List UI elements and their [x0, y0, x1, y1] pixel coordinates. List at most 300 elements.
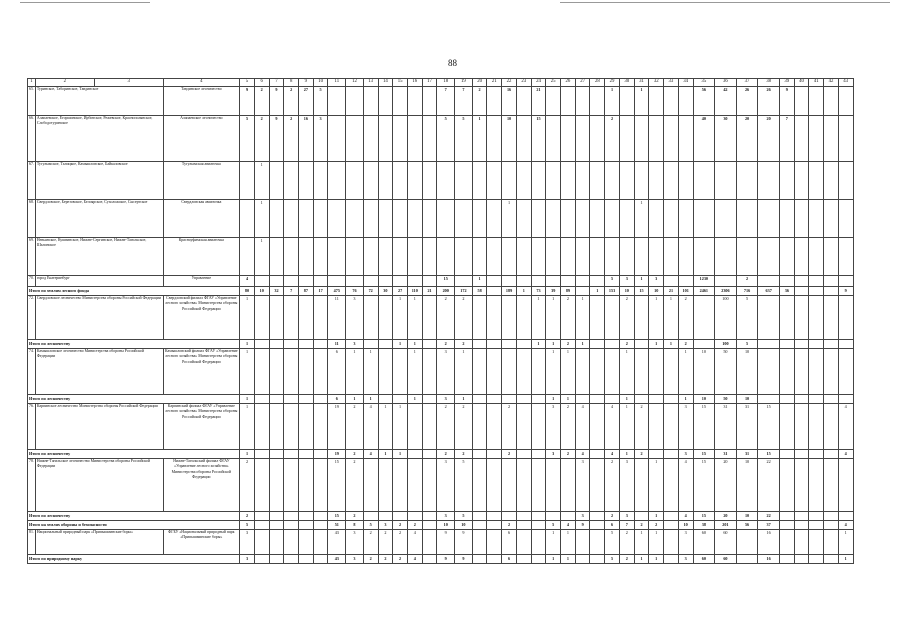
- value-cell: [502, 340, 517, 349]
- value-cell: [487, 296, 502, 340]
- value-cell: 3: [546, 404, 561, 450]
- value-cell: 1: [363, 349, 378, 395]
- value-cell: 2: [561, 404, 576, 450]
- value-cell: [254, 512, 269, 521]
- value-cell: [531, 276, 546, 287]
- value-cell: [619, 87, 634, 116]
- value-cell: 5: [240, 521, 255, 530]
- value-cell: [328, 116, 346, 162]
- value-cell: 73: [531, 287, 546, 296]
- value-cell: 1: [664, 340, 679, 349]
- value-cell: [664, 521, 679, 530]
- value-cell: [422, 555, 437, 564]
- table-row: [28, 404, 854, 450]
- value-cell: [546, 459, 561, 512]
- value-cell: [378, 340, 393, 349]
- value-cell: [487, 512, 502, 521]
- value-cell: [546, 238, 561, 276]
- organization-cell: Камышловский филиал ФГАУ «Управление лесного хозяйства» Министерства обороны Российской Федерации: [163, 349, 240, 395]
- value-cell: [779, 512, 794, 521]
- value-cell: [824, 287, 839, 296]
- value-cell: [269, 162, 284, 200]
- value-cell: [284, 521, 299, 530]
- value-cell: 2: [393, 521, 408, 530]
- value-cell: 9: [269, 116, 284, 162]
- value-cell: [502, 395, 517, 404]
- value-cell: [254, 555, 269, 564]
- value-cell: 2: [346, 459, 364, 512]
- value-cell: 60: [715, 555, 737, 564]
- value-cell: [531, 521, 546, 530]
- value-cell: [693, 340, 715, 349]
- value-cell: 15: [693, 459, 715, 512]
- value-cell: 50: [715, 395, 737, 404]
- value-cell: [269, 555, 284, 564]
- value-cell: [575, 200, 590, 238]
- value-cell: [779, 459, 794, 512]
- value-cell: [363, 87, 378, 116]
- value-cell: [407, 404, 422, 450]
- value-cell: 110: [407, 287, 422, 296]
- value-cell: [590, 276, 605, 287]
- value-cell: [809, 340, 824, 349]
- value-cell: 10: [736, 395, 758, 404]
- value-cell: [254, 450, 269, 459]
- value-cell: 1: [664, 296, 679, 340]
- value-cell: [269, 404, 284, 450]
- value-cell: [472, 450, 487, 459]
- value-cell: [838, 340, 853, 349]
- value-cell: 2: [437, 296, 455, 340]
- value-cell: [824, 404, 839, 450]
- header-cell: 29: [605, 79, 620, 87]
- value-cell: 1: [502, 200, 517, 238]
- value-cell: [664, 162, 679, 200]
- value-cell: [575, 276, 590, 287]
- value-cell: [516, 238, 531, 276]
- value-cell: [590, 238, 605, 276]
- value-cell: [619, 200, 634, 238]
- value-cell: 716: [736, 287, 758, 296]
- value-cell: [299, 349, 314, 395]
- value-cell: 2: [407, 521, 422, 530]
- value-cell: [590, 512, 605, 521]
- header-cell: 13: [363, 79, 378, 87]
- value-cell: [809, 459, 824, 512]
- value-cell: [794, 450, 809, 459]
- value-cell: [794, 459, 809, 512]
- value-cell: [487, 238, 502, 276]
- value-cell: [634, 296, 649, 340]
- value-cell: [794, 512, 809, 521]
- value-cell: 17: [313, 287, 328, 296]
- district-cell: Нижне-Тагильское лесничество Министерства обороны Российской Федерации: [35, 459, 163, 512]
- organization-cell: Нижне-Тагильский филиал ФГАУ «Управление лесного хозяйства» Министерства обороны Российской Федерации: [163, 459, 240, 512]
- value-cell: [393, 87, 408, 116]
- value-cell: [284, 555, 299, 564]
- value-cell: 1: [649, 555, 664, 564]
- value-cell: [779, 200, 794, 238]
- value-cell: [346, 87, 364, 116]
- value-cell: 31: [736, 450, 758, 459]
- top-rule-left: [20, 2, 150, 3]
- value-cell: [590, 521, 605, 530]
- total-row: [28, 521, 854, 530]
- value-cell: [299, 276, 314, 287]
- value-cell: [393, 116, 408, 162]
- value-cell: 8: [346, 521, 364, 530]
- total-label: Итого по землям лесного фонда: [28, 287, 240, 296]
- value-cell: 9: [240, 87, 255, 116]
- value-cell: [516, 459, 531, 512]
- value-cell: 10: [736, 512, 758, 521]
- organization-cell: Тавдинское лесничество: [163, 87, 240, 116]
- value-cell: [378, 395, 393, 404]
- value-cell: 5: [605, 530, 620, 555]
- value-cell: 15: [693, 512, 715, 521]
- value-cell: [531, 395, 546, 404]
- value-cell: [838, 116, 853, 162]
- value-cell: 2: [619, 296, 634, 340]
- value-cell: 3: [437, 512, 455, 521]
- value-cell: 5: [363, 521, 378, 530]
- value-cell: 1: [393, 296, 408, 340]
- value-cell: [313, 349, 328, 395]
- value-cell: 2: [649, 521, 664, 530]
- value-cell: 2: [605, 512, 620, 521]
- value-cell: [299, 162, 314, 200]
- value-cell: 2: [254, 116, 269, 162]
- value-cell: 7: [455, 87, 473, 116]
- value-cell: 3: [346, 530, 364, 555]
- value-cell: 10: [619, 287, 634, 296]
- header-cell: 5: [240, 79, 255, 87]
- row-number: 70.: [28, 276, 36, 287]
- value-cell: [422, 395, 437, 404]
- value-cell: [407, 512, 422, 521]
- value-cell: [472, 459, 487, 512]
- row-number: 65.: [28, 87, 36, 116]
- value-cell: 80: [240, 287, 255, 296]
- value-cell: [575, 287, 590, 296]
- value-cell: [313, 296, 328, 340]
- value-cell: [455, 162, 473, 200]
- value-cell: [487, 349, 502, 395]
- value-cell: [546, 200, 561, 238]
- value-cell: 10: [649, 287, 664, 296]
- value-cell: [561, 87, 576, 116]
- value-cell: 30: [378, 287, 393, 296]
- value-cell: 19: [328, 404, 346, 450]
- total-row: [28, 555, 854, 564]
- value-cell: 1: [240, 450, 255, 459]
- value-cell: [407, 276, 422, 287]
- value-cell: [605, 238, 620, 276]
- value-cell: 2: [455, 404, 473, 450]
- value-cell: 10: [455, 521, 473, 530]
- value-cell: 20: [758, 116, 780, 162]
- value-cell: 1: [378, 404, 393, 450]
- value-cell: [809, 116, 824, 162]
- header-cell: 24: [531, 79, 546, 87]
- value-cell: [779, 162, 794, 200]
- value-cell: [779, 238, 794, 276]
- value-cell: [313, 530, 328, 555]
- value-cell: 3: [619, 512, 634, 521]
- value-cell: 6: [502, 530, 517, 555]
- total-label: Итого по лесничеству: [28, 395, 240, 404]
- value-cell: 4: [838, 521, 853, 530]
- value-cell: [378, 200, 393, 238]
- value-cell: [284, 404, 299, 450]
- value-cell: [363, 296, 378, 340]
- page-number: 88: [448, 58, 457, 68]
- table-row: [28, 296, 854, 340]
- value-cell: 1: [407, 296, 422, 340]
- value-cell: 1: [634, 276, 649, 287]
- value-cell: 16: [758, 530, 780, 555]
- value-cell: [516, 395, 531, 404]
- value-cell: 201: [715, 521, 737, 530]
- value-cell: [393, 395, 408, 404]
- value-cell: [407, 200, 422, 238]
- header-cell: 9: [299, 79, 314, 87]
- value-cell: [605, 162, 620, 200]
- value-cell: [487, 287, 502, 296]
- value-cell: [809, 555, 824, 564]
- value-cell: [664, 238, 679, 276]
- value-cell: 16: [299, 116, 314, 162]
- total-label: Итого на землях обороны и безопасности: [28, 521, 240, 530]
- value-cell: 2: [346, 450, 364, 459]
- value-cell: [575, 116, 590, 162]
- value-cell: [455, 200, 473, 238]
- value-cell: [328, 276, 346, 287]
- value-cell: [605, 349, 620, 395]
- value-cell: 1: [393, 340, 408, 349]
- header-cell: 32: [649, 79, 664, 87]
- value-cell: [809, 530, 824, 555]
- value-cell: 1: [546, 555, 561, 564]
- value-cell: [634, 116, 649, 162]
- value-cell: [299, 521, 314, 530]
- value-cell: 5: [313, 87, 328, 116]
- value-cell: 2: [240, 512, 255, 521]
- value-cell: 27: [393, 287, 408, 296]
- value-cell: 9: [437, 555, 455, 564]
- value-cell: 10: [437, 521, 455, 530]
- value-cell: [779, 404, 794, 450]
- organization-cell: Управление: [163, 276, 240, 287]
- value-cell: [269, 200, 284, 238]
- value-cell: [240, 200, 255, 238]
- value-cell: [649, 450, 664, 459]
- value-cell: [407, 450, 422, 459]
- value-cell: 5: [605, 555, 620, 564]
- organization-cell: Красноуфимская авиаточка: [163, 238, 240, 276]
- value-cell: [824, 296, 839, 340]
- value-cell: 15: [437, 276, 455, 287]
- value-cell: 15: [693, 450, 715, 459]
- value-cell: 51: [328, 521, 346, 530]
- value-cell: [794, 296, 809, 340]
- row-number: 81.: [28, 530, 36, 555]
- value-cell: 3: [678, 404, 693, 450]
- value-cell: [284, 296, 299, 340]
- header-cell: 33: [664, 79, 679, 87]
- value-cell: [531, 404, 546, 450]
- value-cell: 2: [678, 296, 693, 340]
- value-cell: 4: [838, 404, 853, 450]
- value-cell: 2: [363, 530, 378, 555]
- value-cell: 1: [634, 87, 649, 116]
- value-cell: [561, 238, 576, 276]
- value-cell: [758, 276, 780, 287]
- header-cell: 2: [35, 79, 94, 87]
- header-cell: 16: [407, 79, 422, 87]
- value-cell: [809, 287, 824, 296]
- value-cell: [407, 87, 422, 116]
- district-cell: город Екатеринбург: [35, 276, 163, 287]
- value-cell: [794, 238, 809, 276]
- value-cell: 637: [758, 287, 780, 296]
- value-cell: 9: [269, 87, 284, 116]
- value-cell: 1: [561, 349, 576, 395]
- value-cell: 15: [758, 450, 780, 459]
- value-cell: [313, 395, 328, 404]
- value-cell: [516, 349, 531, 395]
- table-row: [28, 276, 854, 287]
- value-cell: [378, 87, 393, 116]
- value-cell: [649, 87, 664, 116]
- value-cell: [472, 521, 487, 530]
- value-cell: [561, 116, 576, 162]
- value-cell: 2: [634, 521, 649, 530]
- value-cell: [363, 276, 378, 287]
- value-cell: [422, 459, 437, 512]
- value-cell: 101: [678, 287, 693, 296]
- organization-cell: Свердловский филиал ФГАУ «Управление лесного хозяйства» Министерства обороны Российской Федерации: [163, 296, 240, 340]
- value-cell: [758, 296, 780, 340]
- value-cell: 10: [693, 349, 715, 395]
- value-cell: [664, 459, 679, 512]
- header-cell: 17: [422, 79, 437, 87]
- value-cell: [779, 276, 794, 287]
- value-cell: 2: [605, 116, 620, 162]
- value-cell: [487, 276, 502, 287]
- value-cell: [422, 116, 437, 162]
- value-cell: 1: [649, 459, 664, 512]
- value-cell: 4: [240, 276, 255, 287]
- value-cell: [531, 238, 546, 276]
- value-cell: [590, 200, 605, 238]
- value-cell: [284, 276, 299, 287]
- table-row: [28, 238, 854, 276]
- value-cell: 4: [605, 450, 620, 459]
- value-cell: [824, 349, 839, 395]
- value-cell: [546, 276, 561, 287]
- value-cell: 7: [779, 116, 794, 162]
- value-cell: 1: [516, 287, 531, 296]
- value-cell: 31: [715, 404, 737, 450]
- value-cell: [313, 512, 328, 521]
- value-cell: [328, 162, 346, 200]
- value-cell: [779, 521, 794, 530]
- value-cell: 21: [664, 287, 679, 296]
- value-cell: [664, 116, 679, 162]
- district-cell: Национальный природный парк «Припышминские боры»: [35, 530, 163, 555]
- value-cell: [678, 162, 693, 200]
- value-cell: 5: [546, 521, 561, 530]
- value-cell: [487, 116, 502, 162]
- value-cell: [779, 349, 794, 395]
- value-cell: 9: [575, 521, 590, 530]
- value-cell: 2: [561, 450, 576, 459]
- value-cell: 1: [240, 404, 255, 450]
- value-cell: 22: [758, 512, 780, 521]
- value-cell: [393, 349, 408, 395]
- value-cell: [809, 512, 824, 521]
- value-cell: [363, 512, 378, 521]
- value-cell: [516, 296, 531, 340]
- value-cell: 1: [546, 340, 561, 349]
- value-cell: [758, 340, 780, 349]
- value-cell: [824, 200, 839, 238]
- value-cell: [516, 162, 531, 200]
- value-cell: 1: [407, 340, 422, 349]
- header-cell: 21: [487, 79, 502, 87]
- value-cell: [313, 450, 328, 459]
- value-cell: 19: [328, 450, 346, 459]
- value-cell: [363, 238, 378, 276]
- value-cell: 56: [736, 521, 758, 530]
- value-cell: 2: [393, 555, 408, 564]
- value-cell: [393, 162, 408, 200]
- header-cell: 4: [163, 79, 240, 87]
- value-cell: [313, 404, 328, 450]
- value-cell: 1: [407, 395, 422, 404]
- value-cell: 2: [561, 296, 576, 340]
- value-cell: [487, 200, 502, 238]
- header-cell: 6: [254, 79, 269, 87]
- value-cell: [546, 87, 561, 116]
- value-cell: 5: [240, 116, 255, 162]
- value-cell: [487, 521, 502, 530]
- value-cell: 1: [575, 340, 590, 349]
- value-cell: 7: [437, 87, 455, 116]
- value-cell: [269, 450, 284, 459]
- total-row: [28, 395, 854, 404]
- value-cell: 30: [715, 116, 737, 162]
- value-cell: [346, 276, 364, 287]
- value-cell: 1: [605, 87, 620, 116]
- value-cell: [575, 87, 590, 116]
- value-cell: 1: [678, 395, 693, 404]
- value-cell: 76: [346, 287, 364, 296]
- value-cell: 1: [649, 340, 664, 349]
- value-cell: [634, 459, 649, 512]
- value-cell: [590, 555, 605, 564]
- value-cell: 10: [678, 521, 693, 530]
- value-cell: [736, 200, 758, 238]
- value-cell: 3: [437, 459, 455, 512]
- district-cell: Тугулымское, Талицкое, Камышловское, Байкаловское: [35, 162, 163, 200]
- value-cell: [531, 200, 546, 238]
- value-cell: 4: [605, 404, 620, 450]
- value-cell: 11: [328, 340, 346, 349]
- value-cell: [824, 512, 839, 521]
- data-table: [27, 78, 854, 564]
